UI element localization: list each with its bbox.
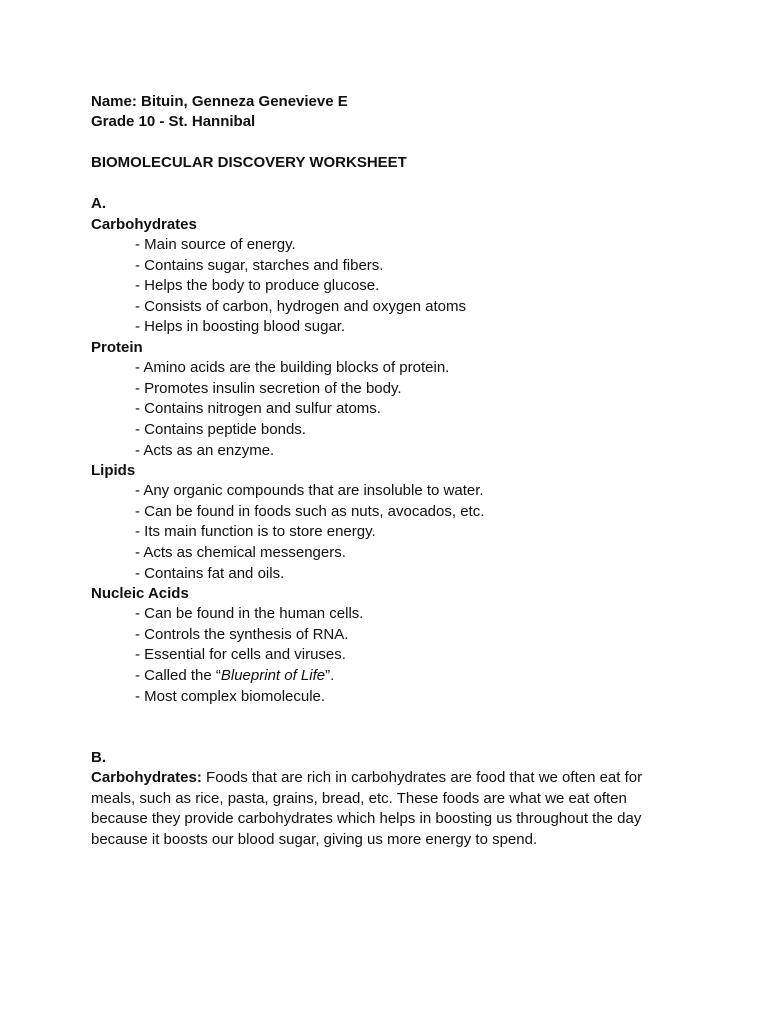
carbohydrates-heading: Carbohydrates	[91, 216, 197, 233]
nucleic-acids-heading: Nucleic Acids	[91, 585, 189, 602]
worksheet-title: BIOMOLECULAR DISCOVERY WORKSHEET	[91, 154, 407, 171]
list-item: - Acts as an enzyme.	[135, 442, 275, 459]
list-item: - Acts as chemical messengers.	[135, 544, 346, 561]
list-item: - Most complex biomolecule.	[135, 688, 326, 705]
list-item: - Contains fat and oils.	[135, 565, 285, 582]
paragraph-text: Foods that are rich in carbohydrates are food that we often eat for meals, such as rice, pasta, grains, bread, etc. These foods are what we eat often because they provide carbohydrates which helps in boosting us throughout the day because it boosts our blood sugar, giving us more energy to spend.	[91, 769, 643, 849]
lipids-heading: Lipids	[91, 462, 136, 479]
called-suffix: ”.	[325, 667, 335, 684]
list-item: - Any organic compounds that are insoluble to water.	[135, 482, 484, 499]
list-item: - Its main function is to store energy.	[135, 523, 376, 540]
list-item: - Essential for cells and viruses.	[135, 646, 346, 663]
called-prefix: - Called the “	[135, 667, 221, 684]
list-item: - Contains nitrogen and sulfur atoms.	[135, 400, 381, 417]
section-a-label: A.	[91, 195, 106, 212]
list-item: - Promotes insulin secretion of the body.	[135, 380, 402, 397]
paragraph-label: Carbohydrates:	[91, 769, 202, 786]
protein-heading: Protein	[91, 339, 143, 356]
section-b-label: B.	[91, 749, 106, 766]
list-item: - Contains sugar, starches and fibers.	[135, 257, 384, 274]
list-item: - Can be found in foods such as nuts, avocados, etc.	[135, 503, 485, 520]
student-grade: Grade 10 - St. Hannibal	[91, 113, 256, 130]
list-item: - Amino acids are the building blocks of protein.	[135, 359, 450, 376]
list-item: - Consists of carbon, hydrogen and oxygen atoms	[135, 298, 467, 315]
list-item: - Controls the synthesis of RNA.	[135, 626, 349, 643]
blueprint-of-life-text: Blueprint of Life	[220, 667, 326, 684]
list-item: - Main source of energy.	[135, 236, 296, 253]
list-item: - Can be found in the human cells.	[135, 605, 364, 622]
list-item: - Helps in boosting blood sugar.	[135, 318, 346, 335]
carbohydrates-paragraph	[91, 768, 671, 851]
list-item-blueprint	[135, 666, 334, 686]
list-item: - Helps the body to produce glucose.	[135, 277, 380, 294]
list-item: - Contains peptide bonds.	[135, 421, 306, 438]
student-name: Name: Bituin, Genneza Genevieve E	[91, 93, 348, 110]
